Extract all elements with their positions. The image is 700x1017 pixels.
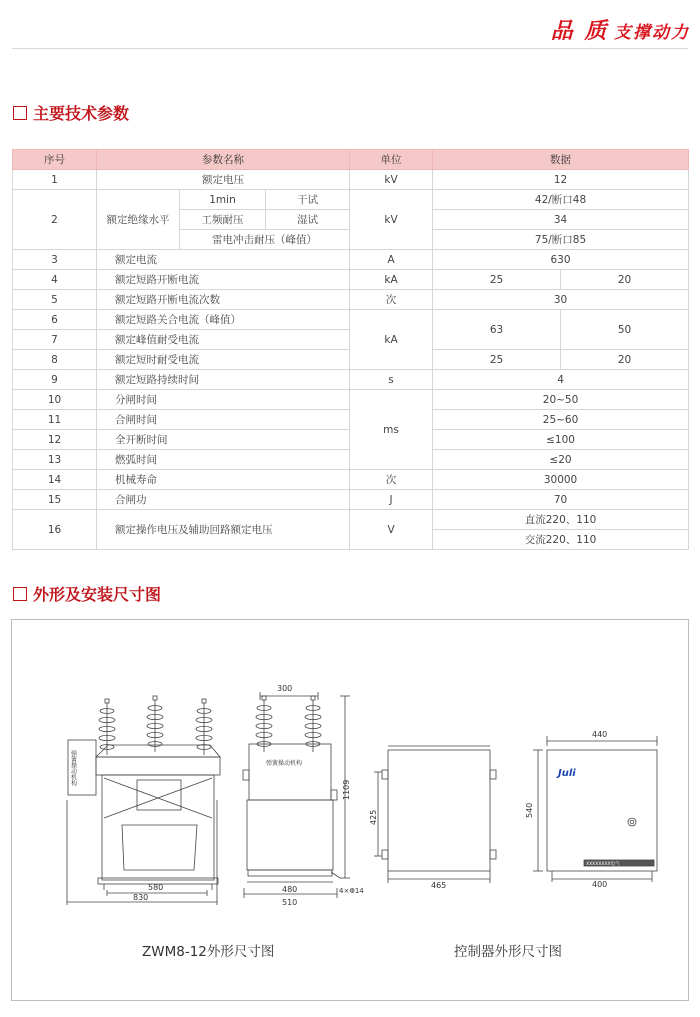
cell-no: 14: [13, 470, 97, 490]
table-row: [13, 470, 689, 490]
cell-subname: 干试: [266, 190, 350, 210]
cell-unit: kV: [350, 170, 433, 190]
cell-name: 分闸时间: [97, 390, 350, 410]
table-header-row: [13, 150, 689, 170]
controller-front-view: [533, 736, 657, 882]
cell-value: 34: [433, 210, 689, 230]
cell-unit: ms: [350, 390, 433, 470]
dim-425: 425: [369, 809, 378, 825]
table-row: [13, 250, 689, 270]
brand-slogan-sub: 支撑动力: [614, 23, 690, 43]
cell-no: 12: [13, 430, 97, 450]
cell-name: 燃弧时间: [97, 450, 350, 470]
dim-300: 300: [277, 684, 293, 693]
side-box-label: 弹簧操动机构: [266, 760, 303, 767]
square-bullet-icon: [13, 106, 27, 120]
cell-no: 2: [13, 190, 97, 250]
cell-value: 50: [561, 310, 689, 350]
cell-no: 1: [13, 170, 97, 190]
cell-no: 4: [13, 270, 97, 290]
cell-subname: 1min: [180, 190, 266, 210]
cell-value: ≤20: [433, 450, 689, 470]
dim-480: 480: [282, 885, 298, 894]
cell-name: 额定电压: [97, 170, 350, 190]
cell-name: 全开断时间: [97, 430, 350, 450]
cell-value: 交流220、110: [433, 530, 689, 550]
cell-name: 额定绝缘水平: [97, 190, 180, 250]
caption-controller-drawing: 控制器外形尺寸图: [454, 944, 562, 960]
cell-subname: 工频耐压: [180, 210, 266, 230]
cell-value: 70: [433, 490, 689, 510]
cell-value: ≤100: [433, 430, 689, 450]
caption-breaker-drawing: ZWM8-12外形尺寸图: [142, 944, 275, 960]
dim-580: 580: [148, 883, 164, 892]
cell-value: 12: [433, 170, 689, 190]
cell-unit: A: [350, 250, 433, 270]
cell-name: 合闸时间: [97, 410, 350, 430]
header-cell-no: 序号: [13, 150, 97, 170]
dim-hole: 4×Φ14: [339, 887, 364, 895]
brand-slogan: [551, 14, 690, 45]
juli-logo: Juli: [558, 768, 576, 779]
cell-no: 6: [13, 310, 97, 330]
dim-440: 440: [592, 730, 608, 739]
cell-value: 75/断口85: [433, 230, 689, 250]
cell-no: 13: [13, 450, 97, 470]
cell-no: 3: [13, 250, 97, 270]
table-row: [13, 270, 689, 290]
table-row: [13, 190, 689, 210]
dim-510: 510: [282, 898, 298, 907]
header-cell-name: 参数名称: [97, 150, 350, 170]
section-title-tech-params: [13, 101, 129, 124]
breaker-side-view: [243, 692, 350, 898]
header-divider: [12, 48, 688, 49]
table-row: [13, 370, 689, 390]
cell-value: 20: [561, 350, 689, 370]
cell-value: 25~60: [433, 410, 689, 430]
table-row: [13, 290, 689, 310]
cell-unit: J: [350, 490, 433, 510]
cell-name: 额定短路持续时间: [97, 370, 350, 390]
cell-no: 8: [13, 350, 97, 370]
tech-params-table: [12, 149, 689, 550]
cell-name: 额定短时耐受电流: [97, 350, 350, 370]
cell-no: 9: [13, 370, 97, 390]
cell-no: 16: [13, 510, 97, 550]
section-title-text: 外形及安装尺寸图: [33, 585, 162, 604]
table-row: [13, 490, 689, 510]
cell-unit: kA: [350, 270, 433, 290]
table-row: [13, 310, 689, 330]
table-row: [13, 390, 689, 410]
cell-subname: 雷电冲击耐压（峰值）: [180, 230, 350, 250]
cell-unit: 次: [350, 290, 433, 310]
front-box-label: 弹簧操动机构: [69, 750, 77, 786]
cell-no: 15: [13, 490, 97, 510]
dimension-drawings-panel: [11, 619, 689, 1001]
section-title-dimensions: [13, 582, 161, 605]
cell-value: 30: [433, 290, 689, 310]
table-row: [13, 170, 689, 190]
cell-subname: 湿试: [266, 210, 350, 230]
cell-value: 20~50: [433, 390, 689, 410]
cell-value: 4: [433, 370, 689, 390]
square-bullet-icon: [13, 587, 27, 601]
cell-value: 25: [433, 270, 561, 290]
cell-value: 63: [433, 310, 561, 350]
cell-name: 额定短路开断电流次数: [97, 290, 350, 310]
controller-side-view: [374, 746, 496, 883]
cell-value: 直流220、110: [433, 510, 689, 530]
dim-465: 465: [431, 881, 447, 890]
cell-no: 11: [13, 410, 97, 430]
dim-400: 400: [592, 880, 608, 889]
dimension-drawings-svg: [12, 620, 688, 1000]
cell-name: 额定短路关合电流（峰值）: [97, 310, 350, 330]
dim-830: 830: [133, 893, 149, 902]
cell-unit: s: [350, 370, 433, 390]
header-cell-value: 数据: [433, 150, 689, 170]
cell-no: 5: [13, 290, 97, 310]
breaker-front-view: [67, 696, 220, 905]
cell-name: 额定短路开断电流: [97, 270, 350, 290]
cell-name: 机械寿命: [97, 470, 350, 490]
cell-name: 合闸功: [97, 490, 350, 510]
cell-unit: kA: [350, 310, 433, 370]
cell-name: 额定电流: [97, 250, 350, 270]
cell-value: 20: [561, 270, 689, 290]
dim-540: 540: [525, 802, 534, 818]
cell-unit: 次: [350, 470, 433, 490]
cell-unit: kV: [350, 190, 433, 250]
brand-slogan-main: 品 质: [550, 19, 609, 44]
cell-unit: V: [350, 510, 433, 550]
cell-no: 10: [13, 390, 97, 410]
cell-value: 630: [433, 250, 689, 270]
cell-value: 30000: [433, 470, 689, 490]
header-cell-unit: 单位: [350, 150, 433, 170]
cell-no: 7: [13, 330, 97, 350]
cell-name: 额定操作电压及辅助回路额定电压: [97, 510, 350, 550]
controller-nameplate: XXXXXXXX电气: [586, 862, 620, 867]
cell-value: 42/断口48: [433, 190, 689, 210]
section-title-text: 主要技术参数: [33, 104, 130, 123]
table-row: [13, 510, 689, 530]
cell-name: 额定峰值耐受电流: [97, 330, 350, 350]
cell-value: 25: [433, 350, 561, 370]
dim-1109: 1109: [342, 779, 351, 800]
